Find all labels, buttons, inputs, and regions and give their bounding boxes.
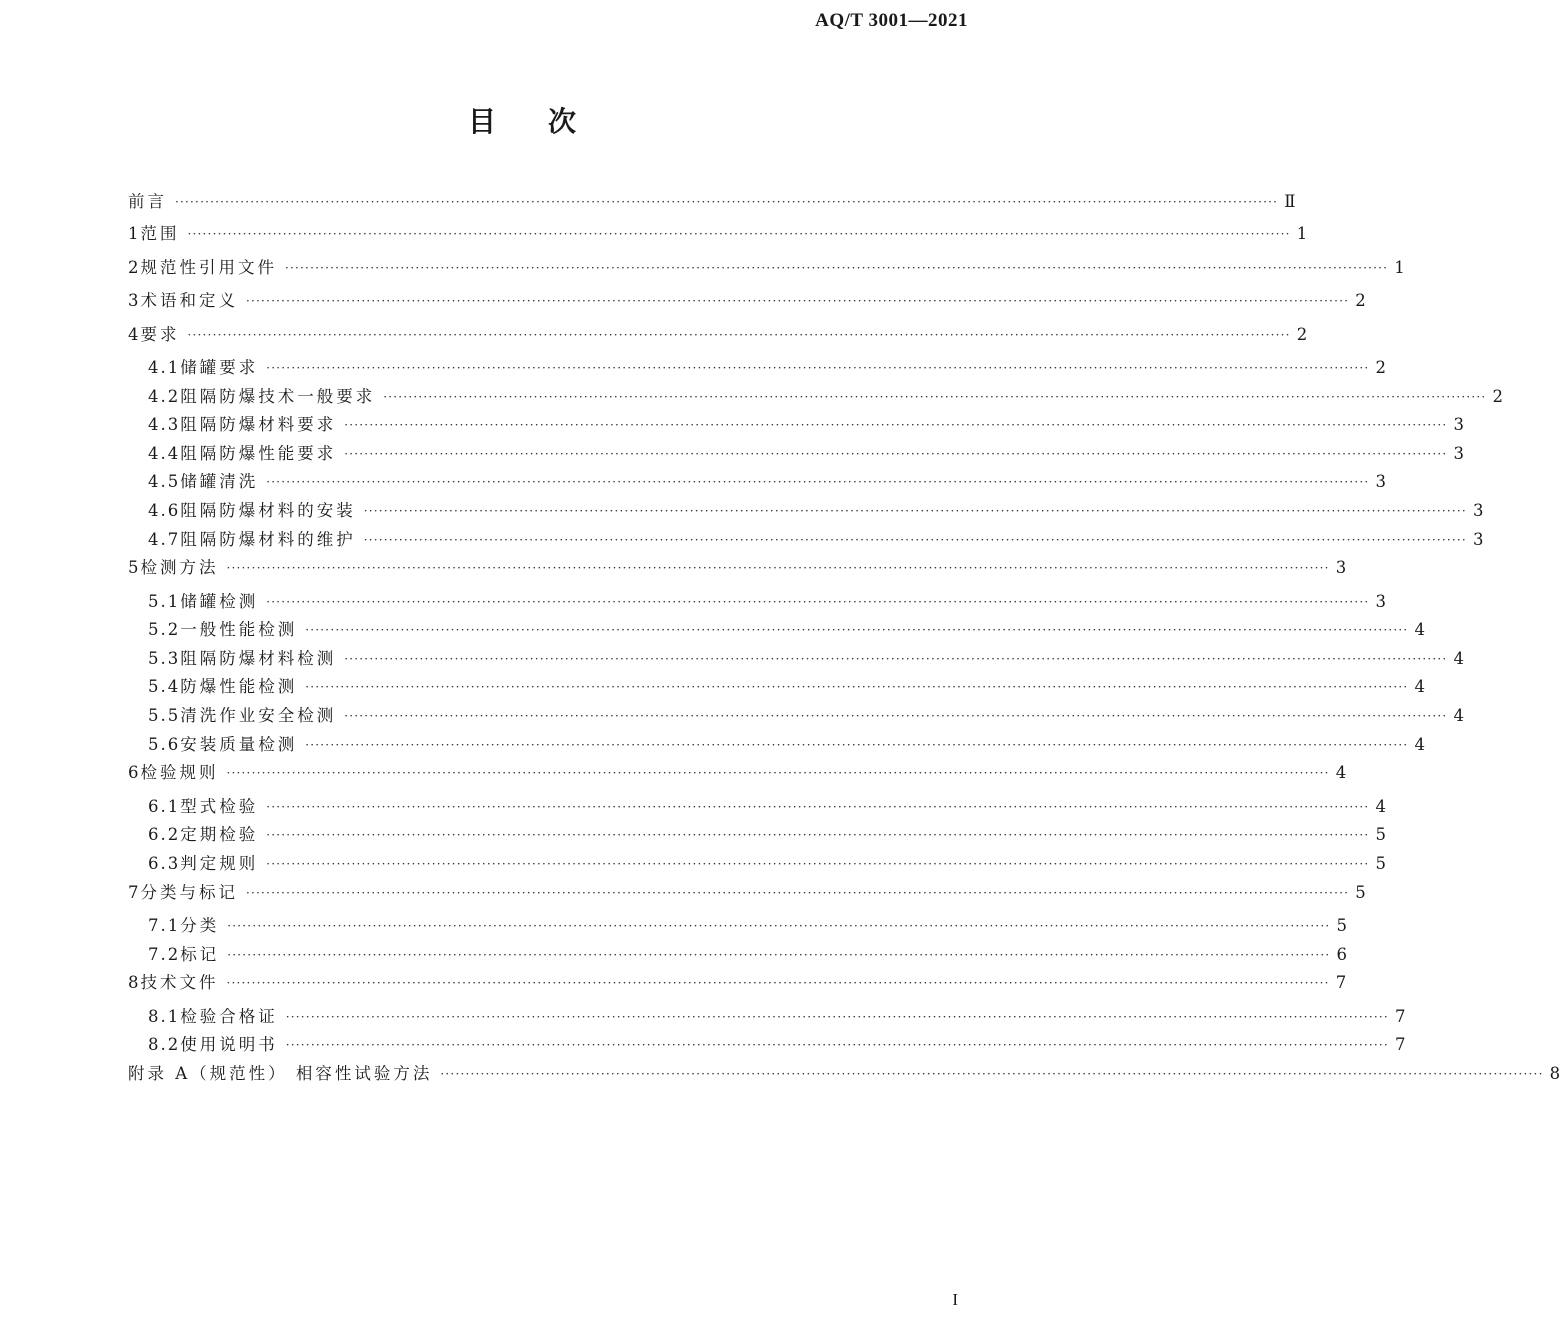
toc-entry-label: 检验合格证 [180, 1006, 278, 1026]
toc-entry[interactable] [128, 591, 1386, 621]
footer-page-number: I [952, 1290, 958, 1309]
toc-entry[interactable] [128, 916, 1347, 945]
toc-entry-label: 定期检验 [180, 825, 259, 845]
toc-entry[interactable] [128, 1035, 1406, 1064]
toc-entry-label: 检验规则 [140, 763, 219, 783]
toc-entry-label: 前言 [128, 192, 167, 211]
toc-entry[interactable] [128, 257, 1405, 292]
toc-entry[interactable] [128, 415, 1464, 444]
toc-entry-number: 6.2 [148, 825, 181, 845]
toc-entry[interactable] [128, 706, 1464, 735]
toc-entry-page: 1 [1296, 224, 1308, 243]
standard-code: AQ/T 3001—2021 [815, 10, 968, 31]
toc-entry[interactable] [128, 192, 1296, 224]
toc-entry[interactable] [128, 763, 1347, 797]
toc-entry[interactable] [128, 558, 1347, 592]
toc-entry-number: 5.2 [148, 620, 181, 640]
toc-entry-label: 技术文件 [140, 973, 219, 993]
toc-leader-dots: ···························································································································································································································· [266, 828, 1370, 843]
toc-entry-number: 6.3 [148, 853, 181, 873]
toc-leader-dots: ···························································································································································································································· [344, 418, 1448, 433]
toc-entry-label: 要求 [140, 324, 180, 344]
toc-leader-dots: ···························································································································································································································· [363, 532, 1467, 547]
toc-leader-dots: ···························································································································································································································· [187, 327, 1291, 342]
toc-entry-page: 4 [1414, 677, 1425, 697]
toc-entry-number: 8.2 [148, 1035, 181, 1055]
toc-entry[interactable] [128, 472, 1386, 501]
toc-leader-dots: ···························································································································································································································· [266, 856, 1370, 871]
toc-entry-label: 防爆性能检测 [180, 677, 298, 697]
toc-entry[interactable] [128, 224, 1308, 258]
toc-entry-page: 4 [1335, 763, 1347, 783]
toc-entry[interactable] [128, 973, 1347, 1007]
toc-leader-dots: ···························································································································································································································· [246, 885, 1350, 900]
toc-entry[interactable] [128, 291, 1366, 325]
toc-entry-page: 7 [1335, 973, 1347, 993]
toc-leader-dots: ···························································································································································································································· [305, 680, 1409, 695]
toc-leader-dots: ···························································································································································································································· [226, 766, 1330, 781]
toc-entry-number: 6 [128, 763, 141, 783]
toc-entry-number: 4.2 [148, 386, 181, 406]
toc-entry-page: 4 [1414, 734, 1425, 754]
toc-entry-page: 5 [1355, 882, 1366, 902]
toc-entry-number: 4.7 [148, 529, 181, 549]
toc-entry-page: 4 [1414, 620, 1425, 640]
toc-entry-label: 检测方法 [140, 558, 219, 578]
toc-entry-page: 2 [1355, 291, 1366, 310]
toc-entry-page: 5 [1375, 853, 1386, 873]
toc-leader-dots: ···························································································································································································································· [305, 737, 1409, 752]
toc-entry-number: 5 [128, 558, 141, 578]
toc-entry-label: 型式检验 [180, 796, 259, 816]
toc-entry-number: 5.6 [148, 734, 181, 754]
toc-entry-page: 4 [1453, 648, 1464, 668]
toc-entry-label: 清洗作业安全检测 [180, 706, 337, 726]
toc-entry-label: 使用说明书 [180, 1035, 278, 1055]
toc-leader-dots: ···························································································································································································································· [285, 260, 1389, 275]
toc-entry-label: 阻隔防爆材料的维护 [180, 529, 356, 549]
toc-entry-number: 5.5 [148, 706, 181, 726]
toc-entry-label: 阻隔防爆材料检测 [180, 648, 337, 668]
toc-entry-label: 分类与标记 [140, 882, 238, 902]
toc-leader-dots: ···························································································································································································································· [285, 1009, 1389, 1024]
toc-entry[interactable] [128, 734, 1425, 764]
toc-leader-dots: ···························································································································································································································· [227, 947, 1331, 962]
toc-entry-page: 7 [1394, 1035, 1406, 1055]
toc-entry[interactable] [128, 386, 1503, 416]
toc-leader-dots: ···························································································································································································································· [285, 1038, 1389, 1053]
toc-leader-dots: ···························································································································································································································· [266, 799, 1370, 814]
toc-entry[interactable] [128, 882, 1366, 917]
toc-entry[interactable] [128, 358, 1386, 387]
toc-entry-page: 6 [1336, 944, 1347, 964]
toc-leader-dots: ···························································································································································································································· [363, 503, 1467, 518]
toc-entry-number: 5.1 [148, 591, 181, 611]
toc-entry-label: 分类 [180, 916, 220, 935]
toc-entry-number: 7.2 [148, 944, 181, 964]
toc-leader-dots: ···························································································································································································································· [383, 389, 1487, 404]
toc-entry-number: 7.1 [148, 916, 181, 935]
toc-entry-page: 4 [1375, 796, 1386, 816]
toc-entry-label: 范围 [140, 224, 180, 243]
toc-entry-page: 2 [1492, 386, 1503, 406]
toc-leader-dots: ···························································································································································································································· [266, 361, 1370, 375]
toc-entry-page: 2 [1296, 324, 1308, 344]
table-of-contents [128, 192, 1560, 1097]
toc-entry-label: 阻隔防爆材料要求 [180, 415, 337, 435]
toc-entry[interactable] [128, 796, 1386, 826]
toc-entry-number: 6.1 [148, 796, 181, 816]
toc-entry-number: 3 [128, 291, 141, 310]
toc-entry-number: 4.1 [148, 358, 181, 377]
toc-entry-number: 4.3 [148, 415, 181, 435]
toc-entry-number: 8 [128, 973, 141, 993]
page-title: 目次 [467, 105, 628, 138]
toc-leader-dots: ···························································································································································································································· [344, 446, 1448, 461]
toc-entry-page: 3 [1472, 529, 1484, 549]
toc-entry-page: 3 [1453, 443, 1464, 463]
toc-entry-label: 术语和定义 [140, 291, 238, 310]
toc-leader-dots: ···························································································································································································································· [175, 195, 1279, 209]
toc-entry-number: 8.1 [148, 1006, 181, 1026]
toc-entry-label: 储罐要求 [180, 358, 259, 377]
toc-entry-page: 1 [1394, 257, 1405, 277]
toc-entry-number: 1 [128, 224, 141, 243]
toc-entry-label: 阻隔防爆技术一般要求 [180, 386, 376, 406]
toc-leader-dots: ···························································································································································································································· [226, 976, 1330, 991]
toc-leader-dots: ···························································································································································································································· [305, 623, 1409, 638]
toc-entry-number: 5.3 [148, 648, 181, 668]
toc-entry[interactable] [128, 529, 1484, 559]
toc-entry-page: 8 [1549, 1063, 1560, 1083]
toc-leader-dots: ···························································································································································································································· [344, 651, 1448, 666]
toc-entry[interactable] [128, 1063, 1560, 1098]
toc-entry[interactable] [128, 853, 1386, 883]
toc-leader-dots: ···························································································································································································································· [344, 709, 1448, 724]
toc-entry-label: 规范性引用文件 [140, 257, 277, 277]
toc-entry-label: 储罐检测 [180, 591, 259, 611]
toc-entry-label: 安装质量检测 [180, 734, 298, 754]
toc-entry-number: 4.6 [148, 500, 181, 520]
toc-entry[interactable] [128, 944, 1347, 974]
toc-entry-number: 4 [128, 324, 141, 344]
toc-entry[interactable] [128, 620, 1425, 649]
toc-entry-label: 阻隔防爆材料的安装 [180, 500, 356, 520]
toc-entry-number: 2 [128, 257, 141, 277]
toc-leader-dots: ···························································································································································································································· [246, 294, 1350, 308]
toc-entry-page: 5 [1375, 825, 1386, 845]
toc-leader-dots: ···························································································································································································································· [226, 561, 1330, 576]
toc-entry-page: 5 [1336, 916, 1347, 935]
toc-entry-page: 4 [1453, 706, 1464, 726]
toc-entry-page: 3 [1453, 415, 1464, 435]
toc-entry-page: 3 [1375, 472, 1386, 492]
toc-entry[interactable] [128, 500, 1484, 530]
toc-leader-dots: ···························································································································································································································· [187, 227, 1291, 241]
toc-entry-label: 储罐清洗 [180, 472, 259, 492]
toc-entry-page: 3 [1472, 500, 1484, 520]
toc-entry-page: 2 [1375, 358, 1386, 377]
toc-leader-dots: ···························································································································································································································· [266, 475, 1370, 490]
toc-entry-number: 4.4 [148, 443, 181, 463]
toc-entry-page: Ⅱ [1284, 192, 1296, 211]
toc-leader-dots: ···························································································································································································································· [227, 919, 1331, 933]
toc-entry[interactable] [128, 1006, 1406, 1036]
toc-entry-number: 5.4 [148, 677, 181, 697]
toc-entry-label: 附录 A（规范性） 相容性试验方法 [128, 1063, 433, 1083]
toc-entry[interactable] [128, 825, 1386, 854]
toc-entry-page: 7 [1394, 1006, 1406, 1026]
toc-entry-label: 一般性能检测 [180, 620, 298, 640]
toc-entry[interactable] [128, 443, 1464, 473]
toc-entry[interactable] [128, 677, 1425, 706]
toc-entry-label: 标记 [180, 944, 220, 964]
toc-entry[interactable] [128, 648, 1464, 678]
toc-entry-label: 阻隔防爆性能要求 [180, 443, 337, 463]
toc-leader-dots: ···························································································································································································································· [266, 594, 1370, 609]
toc-entry[interactable] [128, 324, 1308, 359]
toc-entry-page: 3 [1335, 558, 1347, 578]
toc-leader-dots: ···························································································································································································································· [440, 1066, 1544, 1081]
toc-entry-page: 3 [1375, 591, 1386, 611]
toc-entry-number: 7 [128, 882, 141, 902]
toc-entry-number: 4.5 [148, 472, 181, 492]
toc-entry-label: 判定规则 [180, 853, 259, 873]
